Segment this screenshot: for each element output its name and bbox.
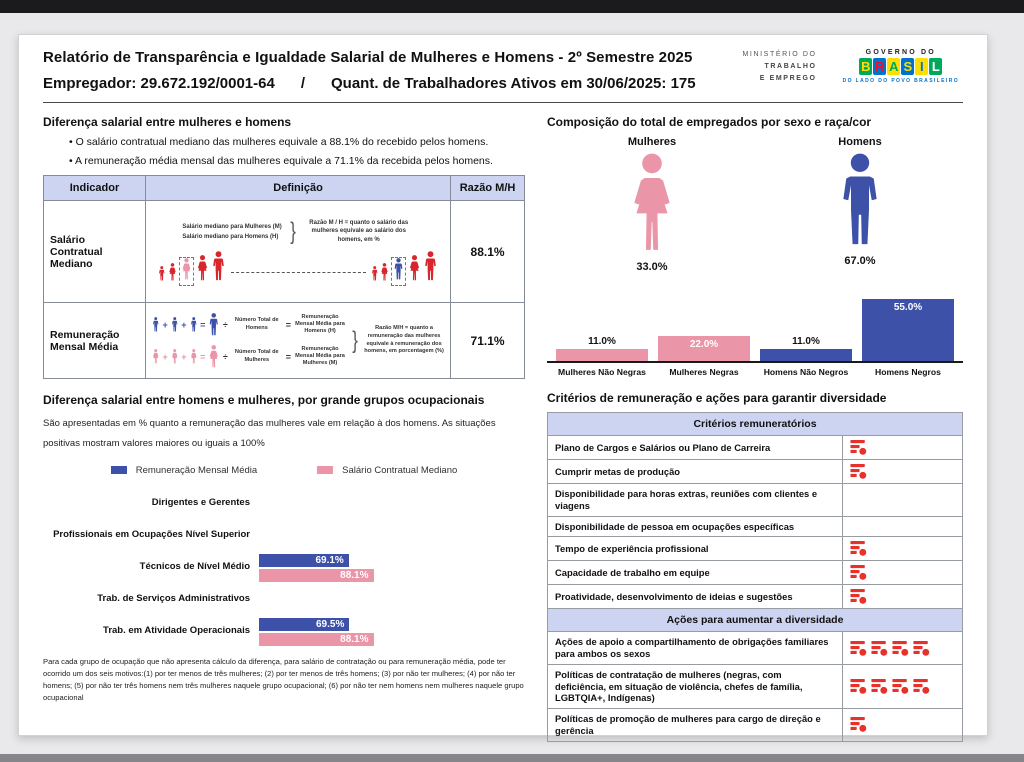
section-title-salary-diff: Diferença salarial entre mulheres e homens — [43, 115, 292, 129]
person-icon — [393, 258, 404, 280]
plus-operator: + — [181, 319, 187, 330]
category-label: Dirigentes e Gerentes — [151, 497, 250, 509]
section-title-occupational: Diferença salarial entre homens e mulheres, por grande grupos ocupacionais — [43, 393, 485, 407]
criteria-marker-icon — [850, 717, 868, 732]
equals-operator: = — [200, 351, 206, 362]
person-icon — [380, 263, 389, 286]
criteria-markers — [850, 589, 955, 604]
ratio-value: 88.1% — [451, 201, 525, 303]
criteria-marker-icon — [850, 679, 868, 694]
bars-group — [259, 618, 374, 646]
criteria-label: Disponibilidade de pessoa em ocupações específicas — [548, 516, 843, 537]
person-icon — [168, 263, 177, 286]
occupational-footnote: Para cada grupo de ocupação que não apresenta cálculo da diferença, para salário de contratação ou para remuneração média, pode ter ocorrido um dos seis motivos:(1) por ter menos de três mulheres; (2) por ter menos de três homens; (3) por não ter mulheres; (4) por não ter homens; (5) por não ter três homens nem três mulheres naquele grupo ocupacional; (6) por não ter nem homens nem mulheres naquele grupo ocupacional — [43, 656, 524, 703]
criteria-markers — [850, 565, 955, 580]
equals-operator: = — [200, 319, 206, 330]
indicator-name: Salário Contratual Mediano — [44, 201, 146, 303]
indicator-table-header-row — [44, 176, 525, 201]
chart-row — [43, 488, 525, 520]
criteria-markers — [850, 679, 955, 694]
indicator-table — [43, 175, 525, 379]
person-icon — [208, 313, 220, 336]
salary-bullets — [69, 136, 525, 167]
sex-figures — [547, 136, 963, 273]
bar-value-label: 11.0% — [588, 335, 616, 347]
brasil-letter: L — [929, 58, 942, 75]
composition-chart — [547, 287, 963, 377]
person-icon — [171, 317, 179, 332]
category-label: Homens Não Negros — [763, 367, 849, 377]
brasil-letter: B — [861, 59, 871, 75]
person-icon — [208, 345, 220, 368]
person-icon — [211, 251, 226, 281]
mean-equation-row — [152, 345, 346, 368]
bar — [760, 349, 852, 361]
plus-operator: + — [181, 351, 187, 362]
employer-id: Empregador: 29.672.192/0001-64 — [43, 75, 275, 92]
ratio-note: Razão M/H = quanto a remuneração das mulheres equivale à remuneração dos homens, em porcentagem (%) — [364, 325, 444, 355]
chart-row — [43, 552, 525, 584]
salary-bullet: • A remuneração média mensal das mulheres equivale a 71.1% da recebida pelos homens. — [69, 155, 525, 167]
person-icon — [391, 257, 406, 286]
criteria-markers-cell — [842, 664, 962, 708]
bars-group — [259, 554, 374, 582]
col-header-razao: Razão M/H — [451, 176, 525, 201]
criteria-row — [548, 537, 963, 561]
criteria-markers-cell — [842, 632, 962, 665]
definition-mean-graphic — [150, 309, 446, 372]
median-formula-lines — [182, 220, 281, 244]
category-label: Técnicos de Nível Médio — [139, 561, 250, 573]
mean-equation-row — [152, 313, 346, 336]
bar-slot — [862, 299, 954, 361]
criteria-markers — [850, 717, 955, 732]
criteria-label: Capacidade de trabalho em equipe — [548, 561, 843, 585]
person-icon — [179, 257, 194, 286]
person-icon — [196, 255, 209, 281]
ratio-note: Razão M / H = quanto o salário das mulheres equivale ao salário dos homens, em % — [309, 220, 409, 243]
report-header — [43, 49, 963, 103]
criteria-table — [547, 412, 963, 742]
bar — [556, 349, 648, 361]
bars-group — [259, 586, 264, 614]
criteria-row — [548, 561, 963, 585]
criteria-row — [548, 484, 963, 517]
ministry-logo — [743, 49, 817, 85]
occupational-note: São apresentadas em % quanto a remuneração das mulheres vale em relação à dos homens. As situações positivas mostram valores maiores ou iguais a 100% — [43, 418, 496, 450]
female-icon — [626, 153, 678, 253]
section-title-criteria: Critérios de remuneração e ações para garantir diversidade — [547, 391, 887, 405]
male-icon — [836, 153, 884, 247]
person-icon — [408, 255, 421, 286]
bar — [658, 336, 750, 361]
criteria-marker-icon — [871, 679, 889, 694]
ratio-value: 71.1% — [451, 303, 525, 379]
bar: 69.5% — [259, 618, 349, 631]
col-header-indicador: Indicador — [44, 176, 146, 201]
result-label: Remuneração Mensal Média para Mulheres (M) — [295, 345, 345, 367]
criteria-markers — [850, 464, 955, 479]
legend-swatch-pink — [317, 466, 333, 474]
figure-percentage: 33.0% — [636, 261, 668, 273]
criteria-label: Plano de Cargos e Salários ou Plano de Carreira — [548, 436, 843, 460]
person-icon — [423, 251, 438, 281]
report-body — [43, 115, 963, 742]
person-icon — [158, 266, 166, 281]
active-workers-count: Quant. de Trabalhadores Ativos em 30/06/2025: 175 — [330, 75, 696, 92]
bar-slot — [658, 336, 750, 361]
person-icon — [171, 349, 179, 364]
formula-line: Salário mediano para Homens (H) — [182, 233, 279, 240]
criteria-label: Políticas de contratação de mulheres (negras, com deficiência, em situação de violência, chefes de família, LGBTQIA+, Indígenas) — [548, 664, 843, 708]
screen-top-bar — [0, 0, 1024, 13]
criteria-marker-icon — [871, 641, 889, 656]
category-label: Mulheres Não Negras — [558, 367, 646, 377]
bar-value-label: 22.0% — [689, 339, 719, 351]
composition-chart-categories — [547, 367, 963, 377]
category-label: Trab. em Atividade Operacionais — [103, 625, 250, 637]
col-header-definicao: Definição — [146, 176, 451, 201]
criteria-row — [548, 516, 963, 537]
men-salary-group — [371, 251, 439, 286]
right-column — [547, 115, 963, 742]
person-icon — [181, 258, 192, 280]
section-title-composition: Composição do total de empregados por sexo e raça/cor — [547, 115, 872, 129]
divide-operator: ÷ — [222, 319, 228, 330]
person-icon — [196, 255, 209, 286]
male-icon-shape — [843, 154, 876, 244]
person-icon — [423, 251, 438, 286]
indicator-name: Remuneração Mensal Média — [44, 303, 146, 379]
criteria-section-header-label: Ações para aumentar a diversidade — [548, 609, 963, 632]
chart-row — [43, 616, 525, 648]
table-row — [44, 303, 525, 379]
category-label: Trab. de Serviços Administrativos — [97, 593, 250, 605]
category-label: Profissionais em Ocupações Nível Superior — [53, 529, 250, 541]
person-icon — [211, 251, 226, 286]
occupational-chart — [43, 488, 525, 648]
female-icon-shape — [634, 154, 669, 250]
criteria-section-header — [548, 609, 963, 632]
criteria-markers-cell — [842, 709, 962, 742]
salary-bullet: • O salário contratual mediano das mulheres equivale a 88.1% do recebido pelos homens. — [69, 136, 525, 148]
figure-label: Mulheres — [627, 136, 677, 148]
bar-value-label: 11.0% — [792, 335, 820, 347]
criteria-label: Proatividade, desenvolvimento de ideias e sugestões — [548, 585, 843, 609]
report-page — [18, 34, 988, 736]
criteria-marker-icon — [850, 440, 868, 455]
criteria-section-header — [548, 413, 963, 436]
criteria-row — [548, 585, 963, 609]
criteria-label: Políticas de promoção de mulheres para cargo de direção e gerência — [548, 709, 843, 742]
header-titles — [43, 49, 696, 92]
criteria-markers — [850, 541, 955, 556]
figure-label: Homens — [838, 136, 882, 148]
brasil-letter: I — [915, 58, 928, 75]
screen-bottom-bar — [0, 754, 1024, 762]
chart-row — [43, 520, 525, 552]
gov-logo-bottom-text: DO LADO DO POVO BRASILEIRO — [842, 78, 959, 85]
criteria-row — [548, 664, 963, 708]
brasil-letter: R — [875, 59, 885, 75]
brasil-wordmark — [843, 58, 959, 75]
person-icon — [152, 317, 160, 332]
chart-legend — [43, 465, 525, 476]
criteria-marker-icon — [850, 641, 868, 656]
figure-percentage: 67.0% — [844, 255, 876, 267]
header-logos — [743, 49, 964, 85]
criteria-label: Ações de apoio a compartilhamento de obrigações familiares para ambos os sexos — [548, 632, 843, 665]
brace-glyph: } — [289, 217, 296, 245]
left-column — [43, 115, 525, 742]
gov-logo-top-text: GOVERNO DO — [865, 49, 936, 57]
category-label: Mulheres Negras — [669, 367, 739, 377]
bar-value-label: 55.0% — [893, 302, 923, 314]
criteria-marker-icon — [892, 679, 910, 694]
criteria-marker-icon — [913, 641, 931, 656]
bar: 69.1% — [259, 554, 349, 567]
legend-label: Salário Contratual Mediano — [342, 464, 458, 476]
criteria-markers-cell — [842, 460, 962, 484]
criteria-section-header-label: Critérios remuneratórios — [548, 413, 963, 436]
definition-cell — [146, 303, 451, 379]
figure-mulheres — [626, 136, 678, 273]
definition-cell — [146, 201, 451, 303]
criteria-marker-icon — [892, 641, 910, 656]
bar-slot — [556, 336, 648, 361]
count-label: Número Total de Mulheres — [234, 349, 279, 363]
bar-slot — [760, 336, 852, 361]
legend-label: Remuneração Mensal Média — [135, 464, 258, 476]
ministry-line: MINISTÉRIO DO — [742, 51, 817, 58]
criteria-label: Tempo de experiência profissional — [548, 537, 843, 561]
person-icon — [371, 266, 379, 286]
criteria-row — [548, 632, 963, 665]
criteria-label: Cumprir metas de produção — [548, 460, 843, 484]
criteria-row — [548, 460, 963, 484]
criteria-marker-icon — [913, 679, 931, 694]
criteria-label: Disponibilidade para horas extras, reuniões com clientes e viagens — [548, 484, 843, 517]
median-formula — [150, 218, 446, 246]
criteria-marker-icon — [850, 589, 868, 604]
person-icon — [408, 255, 421, 281]
bar: 88.1% — [259, 569, 374, 582]
person-icon — [168, 263, 177, 281]
criteria-marker-icon — [850, 565, 868, 580]
person-icon — [152, 349, 160, 364]
brasil-letter: S — [901, 58, 914, 75]
definition-median-graphic — [150, 218, 446, 288]
mean-definition — [150, 309, 446, 372]
criteria-markers-cell — [842, 484, 962, 517]
composition-chart-plot — [547, 287, 963, 363]
subtitle-separator: / — [300, 75, 305, 92]
plus-operator: + — [162, 319, 168, 330]
category-label: Homens Negros — [875, 367, 941, 377]
criteria-markers-cell — [842, 585, 962, 609]
equals-operator: = — [285, 319, 292, 330]
chart-row — [43, 584, 525, 616]
brace-glyph: } — [352, 326, 358, 354]
formula-line: Salário mediano para Mulheres (M) — [182, 223, 282, 230]
bar — [862, 299, 954, 361]
criteria-markers-cell — [842, 516, 962, 537]
criteria-row — [548, 436, 963, 460]
criteria-markers-cell — [842, 561, 962, 585]
bars-group — [259, 522, 264, 550]
person-icon — [158, 266, 166, 286]
criteria-row — [548, 709, 963, 742]
divide-operator: ÷ — [222, 351, 228, 362]
person-icon — [190, 317, 198, 332]
ministry-line: TRABALHO — [764, 62, 817, 70]
equals-operator: = — [285, 351, 292, 362]
mean-equations — [152, 313, 346, 368]
count-label: Número Total de Homens — [234, 317, 279, 331]
figure-homens — [836, 136, 884, 273]
bars-group — [259, 490, 264, 518]
gov-brasil-logo — [843, 49, 959, 84]
table-row — [44, 201, 525, 303]
dashed-comparison-line — [231, 272, 366, 273]
page-subtitle — [43, 75, 696, 92]
ministry-line: E EMPREGO — [759, 74, 817, 82]
women-salary-group — [158, 251, 226, 286]
person-icon — [380, 263, 389, 281]
people-comparison — [150, 251, 446, 288]
plus-operator: + — [162, 351, 168, 362]
criteria-markers-cell — [842, 436, 962, 460]
brasil-letter: A — [889, 59, 899, 75]
criteria-markers — [850, 641, 955, 656]
criteria-markers — [850, 440, 955, 455]
bar: 88.1% — [259, 633, 374, 646]
legend-swatch-blue — [111, 466, 127, 474]
person-icon — [190, 349, 198, 364]
person-icon — [371, 266, 379, 281]
criteria-marker-icon — [850, 541, 868, 556]
result-label: Remuneração Mensal Média para Homens (H) — [295, 313, 345, 335]
page-title: Relatório de Transparência e Igualdade Salarial de Mulheres e Homens - 2º Semestre 2025 — [43, 49, 693, 66]
criteria-markers-cell — [842, 537, 962, 561]
criteria-marker-icon — [850, 464, 868, 479]
